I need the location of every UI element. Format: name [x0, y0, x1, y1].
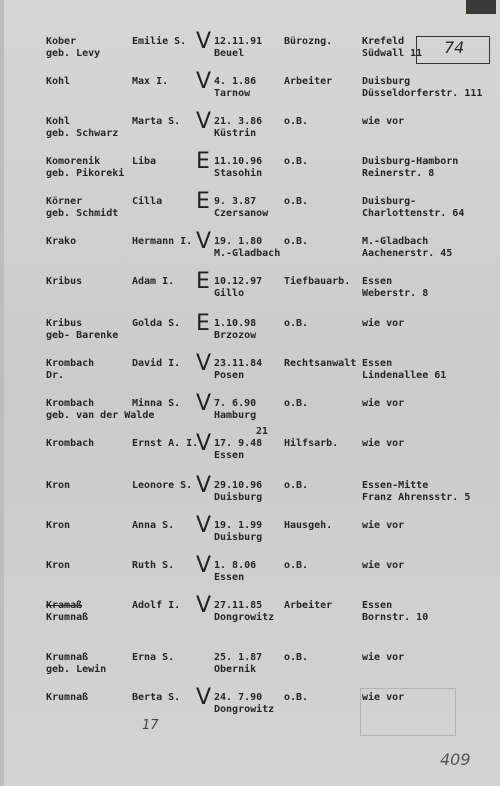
entry-address: wie vor: [362, 438, 405, 449]
entry-firstname: Hermann I.: [132, 236, 193, 247]
folio-number: 409: [440, 750, 471, 769]
entry-occupation: Hilfsarb.: [284, 438, 339, 449]
entry-occupation: Rechtsanwalt: [284, 358, 357, 369]
entry-surname: Kron: [46, 560, 71, 571]
entry-surname-line2: geb. Schwarz: [46, 128, 119, 139]
entry-birthdate: 19. 1.80: [214, 236, 263, 247]
table-row: [0, 269, 500, 316]
check-mark-icon: E: [196, 311, 210, 336]
table-row: [0, 593, 500, 640]
entry-surname: Komorenik: [46, 156, 101, 167]
table-row: [0, 189, 500, 236]
entry-birthplace: M.-Gladbach: [214, 248, 281, 259]
entry-address: Duisburg-Hamborn: [362, 156, 459, 167]
entry-note: 21: [256, 426, 269, 437]
entry-birthdate: 23.11.84: [214, 358, 263, 369]
check-mark-icon: V: [196, 69, 212, 94]
entry-birthdate: 27.11.85: [214, 600, 263, 611]
entry-birthplace: Tarnow: [214, 88, 251, 99]
table-row: [0, 513, 500, 560]
entry-surname: Kober: [46, 36, 77, 47]
entry-birthplace: Beuel: [214, 48, 245, 59]
entry-occupation: Bürozng.: [284, 36, 333, 47]
entry-occupation: Arbeiter: [284, 76, 333, 87]
check-mark-icon: V: [196, 229, 212, 254]
entry-firstname: Marta S.: [132, 116, 181, 127]
table-row: [0, 69, 500, 116]
entry-firstname: Berta S.: [132, 692, 181, 703]
entry-address: Krefeld: [362, 36, 405, 47]
entry-firstname: Golda S.: [132, 318, 181, 329]
entry-firstname: Ernst A. I.: [132, 438, 199, 449]
entry-surname-line2: geb- Barenke: [46, 330, 119, 341]
entry-occupation: o.B.: [284, 236, 309, 247]
table-row: [0, 311, 500, 358]
entry-firstname: Anna S.: [132, 520, 175, 531]
entry-address-line2: Aachenerstr. 45: [362, 248, 453, 259]
entry-surname-line2: geb. Pikoreki: [46, 168, 125, 179]
entry-occupation: o.B.: [284, 116, 309, 127]
entry-birthdate: 17. 9.48: [214, 438, 263, 449]
entry-birthdate: 10.12.97: [214, 276, 263, 287]
entry-birthdate: 29.10.96: [214, 480, 263, 491]
entry-surname: Krako: [46, 236, 77, 247]
entry-surname: Körner: [46, 196, 83, 207]
entry-surname-line2: Dr.: [46, 370, 65, 381]
entry-occupation: Tiefbauarb.: [284, 276, 351, 287]
entry-birthdate: 25. 1.87: [214, 652, 263, 663]
entry-surname: Kribus: [46, 318, 83, 329]
entry-address-line2: Franz Ahrensstr. 5: [362, 492, 471, 503]
entry-occupation: o.B.: [284, 692, 309, 703]
entry-occupation: o.B.: [284, 480, 309, 491]
entry-birthdate: 4. 1.86: [214, 76, 257, 87]
entry-firstname: Adam I.: [132, 276, 175, 287]
table-row: [0, 29, 500, 76]
entry-surname: Kramaß: [46, 600, 83, 611]
check-mark-icon: V: [196, 431, 212, 456]
entry-birthplace: Obernik: [214, 664, 257, 675]
check-mark-icon: V: [196, 391, 212, 416]
table-row: [0, 391, 500, 438]
entry-surname-line2: geb. van der Walde: [46, 410, 155, 421]
entry-surname: Krombach: [46, 358, 95, 369]
entry-birthdate: 11.10.96: [214, 156, 263, 167]
entry-surname: Krombach: [46, 398, 95, 409]
entry-birthplace: Dongrowitz: [214, 704, 275, 715]
entry-surname-line2: geb. Lewin: [46, 664, 107, 675]
entry-occupation: o.B.: [284, 318, 309, 329]
entry-surname: Krumnaß: [46, 692, 89, 703]
table-row: [0, 553, 500, 600]
check-mark-icon: V: [196, 351, 212, 376]
entry-birthplace: Brzozow: [214, 330, 257, 341]
entry-birthdate: 7. 6.90: [214, 398, 257, 409]
archive-stamp: [360, 688, 456, 736]
entry-occupation: Arbeiter: [284, 600, 333, 611]
entry-birthdate: 1. 8.06: [214, 560, 257, 571]
entry-surname: Krumnaß: [46, 652, 89, 663]
entry-address: Duisburg-: [362, 196, 417, 207]
entry-address-line2: Lindenallee 61: [362, 370, 447, 381]
entry-birthplace: Küstrin: [214, 128, 257, 139]
entry-address-line2: Charlottenstr. 64: [362, 208, 465, 219]
entry-address: Essen: [362, 600, 393, 611]
table-row: [0, 109, 500, 156]
entry-firstname: Emilie S.: [132, 36, 187, 47]
entry-surname: Kron: [46, 520, 71, 531]
entry-firstname: Cilla: [132, 196, 163, 207]
entry-birthplace: Dongrowitz: [214, 612, 275, 623]
entry-address-line2: Weberstr. 8: [362, 288, 429, 299]
entry-birthplace: Essen: [214, 450, 245, 461]
entry-surname-line2: Krumnaß: [46, 612, 89, 623]
entry-birthdate: 12.11.91: [214, 36, 263, 47]
entry-address: wie vor: [362, 318, 405, 329]
entry-address: wie vor: [362, 652, 405, 663]
entry-birthplace: Stasohin: [214, 168, 263, 179]
entry-occupation: o.B.: [284, 560, 309, 571]
entry-firstname: Leonore S.: [132, 480, 193, 491]
entry-birthplace: Posen: [214, 370, 245, 381]
entry-surname-line2: geb. Levy: [46, 48, 101, 59]
entry-firstname: David I.: [132, 358, 181, 369]
entry-firstname: Max I.: [132, 76, 169, 87]
page-number: 74: [444, 38, 465, 57]
entry-birthdate: 21. 3.86: [214, 116, 263, 127]
entry-birthplace: Duisburg: [214, 492, 263, 503]
check-mark-icon: E: [196, 269, 210, 294]
entry-birthdate: 24. 7.90: [214, 692, 263, 703]
entry-address-line2: Düsseldorferstr. 111: [362, 88, 483, 99]
entry-birthplace: Duisburg: [214, 532, 263, 543]
entry-firstname: Ruth S.: [132, 560, 175, 571]
check-mark-icon: E: [196, 149, 210, 174]
entry-address-line2: Südwall 11: [362, 48, 423, 59]
entry-address: Duisburg: [362, 76, 411, 87]
entry-address: M.-Gladbach: [362, 236, 429, 247]
entry-address: wie vor: [362, 520, 405, 531]
entry-occupation: o.B.: [284, 156, 309, 167]
bottom-note: 17: [142, 718, 159, 733]
entry-firstname: Liba: [132, 156, 157, 167]
entry-surname: Kron: [46, 480, 71, 491]
table-row: [0, 149, 500, 196]
entry-surname: Kohl: [46, 76, 71, 87]
check-mark-icon: V: [196, 473, 212, 498]
table-row: [0, 426, 500, 478]
table-row: [0, 473, 500, 520]
check-mark-icon: V: [196, 29, 212, 54]
entry-birthplace: Gillo: [214, 288, 245, 299]
entry-birthdate: 19. 1.99: [214, 520, 263, 531]
entry-address: wie vor: [362, 398, 405, 409]
check-mark-icon: V: [196, 685, 212, 710]
check-mark-icon: V: [196, 593, 212, 618]
entry-surname-line2: geb. Schmidt: [46, 208, 119, 219]
entry-occupation: o.B.: [284, 196, 309, 207]
table-row: [0, 652, 500, 692]
entry-birthdate: 9. 3.87: [214, 196, 257, 207]
entry-address: wie vor: [362, 560, 405, 571]
table-row: [0, 351, 500, 398]
entry-occupation: o.B.: [284, 398, 309, 409]
entry-birthplace: Czersanow: [214, 208, 269, 219]
check-mark-icon: V: [196, 553, 212, 578]
check-mark-icon: V: [196, 513, 212, 538]
check-mark-icon: V: [196, 109, 212, 134]
entry-address-line2: Bornstr. 10: [362, 612, 429, 623]
entry-firstname: Minna S.: [132, 398, 181, 409]
table-row: [0, 229, 500, 276]
entry-surname: Krombach: [46, 438, 95, 449]
entry-address: Essen-Mitte: [362, 480, 429, 491]
entry-address: wie vor: [362, 692, 405, 703]
entry-birthplace: Essen: [214, 572, 245, 583]
entry-surname: Kohl: [46, 116, 71, 127]
entry-occupation: o.B.: [284, 652, 309, 663]
entry-address: Essen: [362, 358, 393, 369]
entry-firstname: Adolf I.: [132, 600, 181, 611]
entry-birthplace: Hamburg: [214, 410, 257, 421]
entry-address-line2: Reinerstr. 8: [362, 168, 435, 179]
entry-birthdate: 1.10.98: [214, 318, 257, 329]
check-mark-icon: E: [196, 189, 210, 214]
entry-firstname: Erna S.: [132, 652, 175, 663]
entry-occupation: Hausgeh.: [284, 520, 333, 531]
entry-surname: Kribus: [46, 276, 83, 287]
entry-address: Essen: [362, 276, 393, 287]
entry-address: wie vor: [362, 116, 405, 127]
